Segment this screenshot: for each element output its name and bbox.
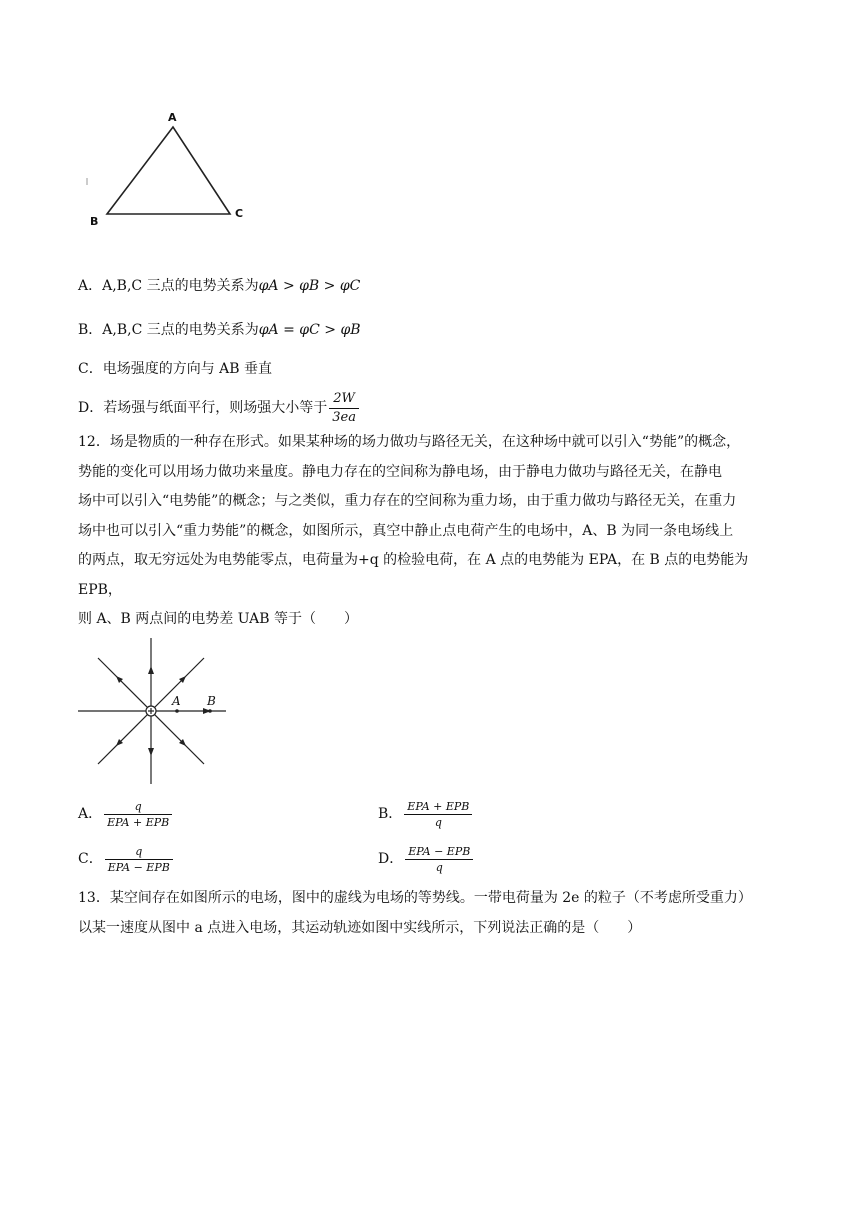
point-label-b: B (207, 694, 216, 708)
q12-option-d: D． $\frac{\text{EPA − EPB}}{q}$ (378, 840, 473, 878)
q12-option-c: C． $\frac{q}{\text{EPA − EPB}}$ (78, 840, 173, 878)
field-lines-drawing (76, 636, 230, 786)
q12-option-a: A． $\frac{q}{\text{EPA + EPB}}$ (78, 795, 172, 833)
field-lines-figure (76, 636, 230, 786)
point-label-a: A (172, 694, 181, 708)
vertex-label-a: A (168, 111, 177, 124)
q11-d-denominator: 3ea (332, 409, 356, 425)
q11-option-b: B．A,B,C 三点的电势关系为φA = φC > φB (78, 322, 361, 338)
triangle-drawing (80, 108, 260, 233)
vertex-label-c: C (235, 207, 244, 220)
q12-option-b: B． $\frac{\text{EPA + EPB}}{q}$ (378, 795, 472, 833)
question-13: 13．某空间存在如图所示的电场，图中的虚线为电场的等势线。一带电荷量为 2e 的粒子（不考虑所受重力） 以某一速度从图中 a 点进入电场，其运动轨迹如图中实线所示，下列说法正确的是（ ） (78, 890, 752, 936)
q11-option-d: D．若场强与纸面平行，则场强大小等于 $\frac{2W}{3ea}$ (78, 389, 359, 427)
q11-d-numerator: 2W (329, 390, 359, 409)
q11-option-a-formula: φA > φB > φC (258, 278, 361, 294)
question-12: 12．场是物质的一种存在形式。如果某种场的场力做功与路径无关，在这种场中就可以引入“势能”的概念， 势能的变化可以用场力做功来量度。静电力存在的空间称为静电场，由于静电力做功与路径无关，在静电 场中可以引入“电势能”的概念；与之类似，重力存在的空间称为重力场，由于重力做功与路径无关，在重力 场中也可以引入“重力势能”的概念，如图所示，真空中静止点电荷产生的电场中，A、B 为同一条电场线上 的两点，取无穷远处为电势能零点，电荷量为+q 的检验电荷，在 A 点的电势能为 EPA，在 B 点的电势能为 EPB， 则 A、B 两点间的电势差 UAB 等于（ ） (78, 434, 749, 627)
vertex-label-b: B (90, 215, 99, 228)
triangle-figure (80, 108, 260, 233)
q11-option-c: C．电场强度的方向与 AB 垂直 (78, 361, 273, 377)
q11-option-b-formula: φA = φC > φB (258, 322, 361, 338)
q11-option-a: A．A,B,C 三点的电势关系为φA > φB > φC (78, 278, 361, 294)
